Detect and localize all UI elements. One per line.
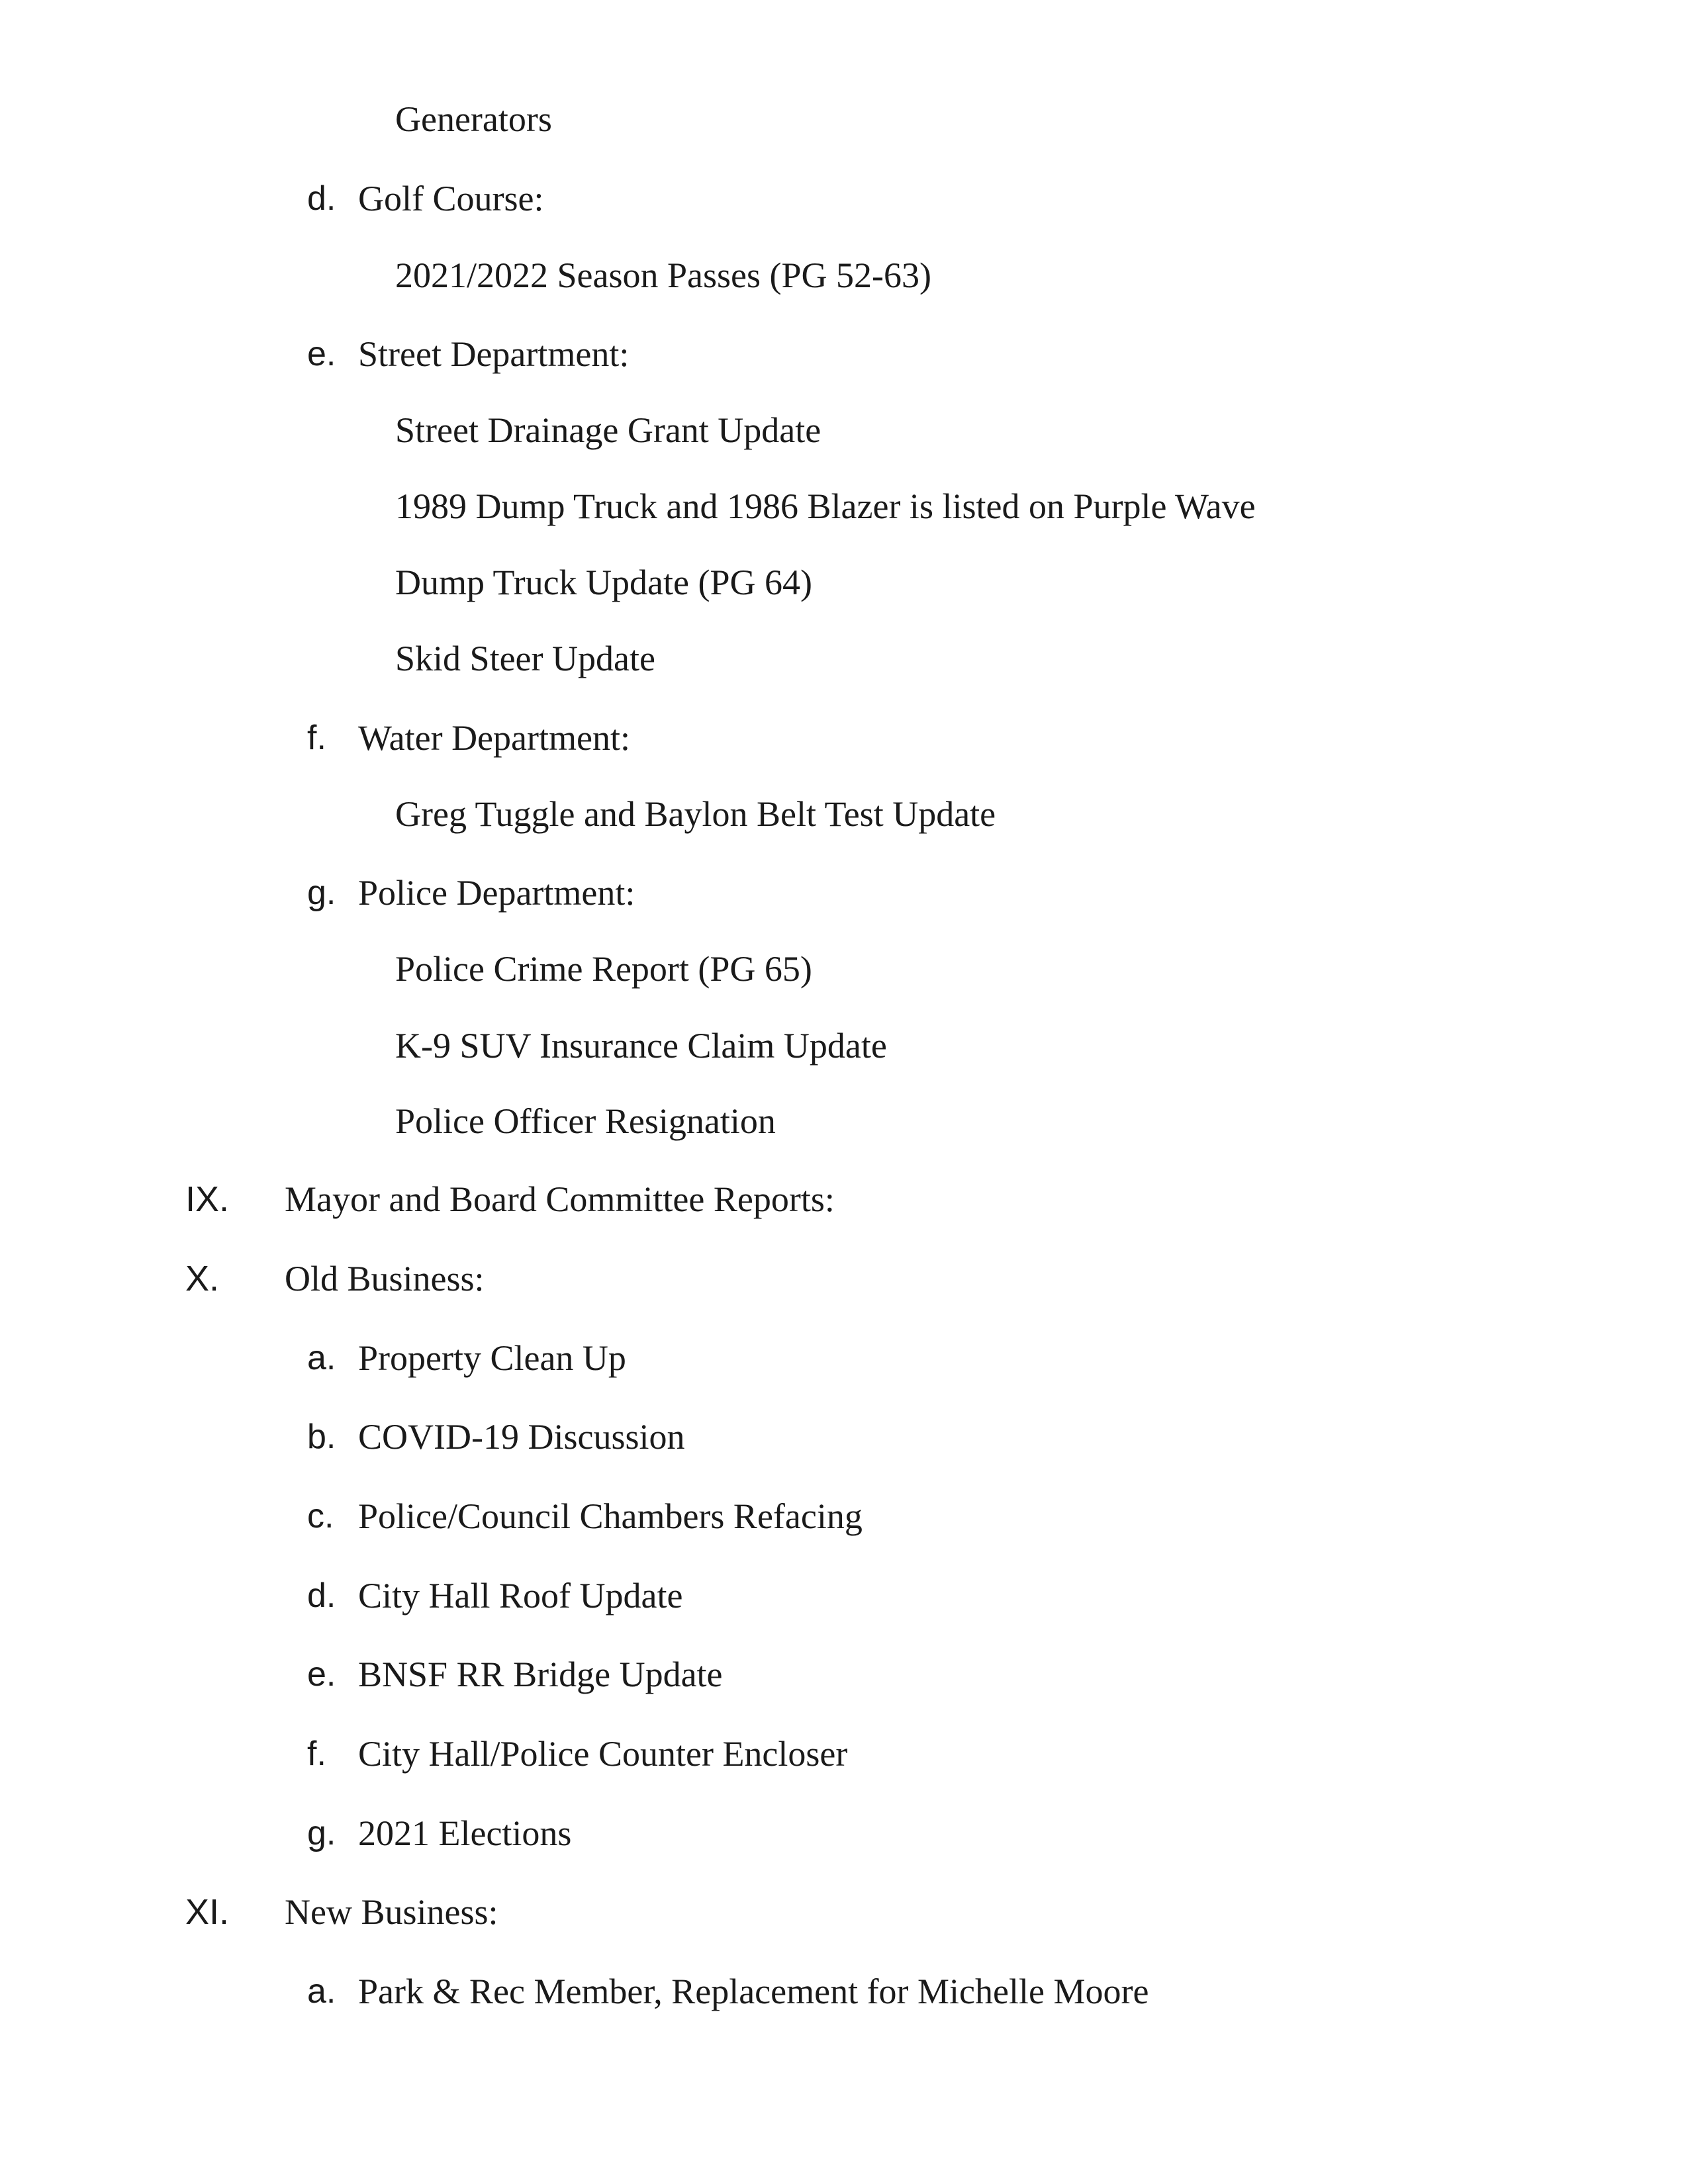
agenda-subitem: 2021/2022 Season Passes (PG 52-63)	[395, 255, 931, 295]
section-number: XI.	[185, 1892, 230, 1932]
agenda-item-chambers-refacing: Police/Council Chambers Refacing	[358, 1496, 863, 1536]
agenda-item-marker: a.	[307, 1972, 336, 2011]
agenda-subitem: Police Officer Resignation	[395, 1101, 776, 1141]
agenda-item-marker: f.	[307, 719, 326, 757]
agenda-item-street-department: Street Department:	[358, 334, 630, 374]
agenda-item-water-department: Water Department:	[358, 718, 630, 758]
section-number: IX.	[185, 1179, 230, 1219]
agenda-subitem: Skid Steer Update	[395, 639, 655, 678]
agenda-item-marker: c.	[307, 1497, 334, 1535]
agenda-item-counter-encloser: City Hall/Police Counter Encloser	[358, 1734, 848, 1774]
agenda-subitem: Generators	[395, 99, 552, 139]
agenda-item-marker: f.	[307, 1735, 326, 1773]
agenda-item-marker: b.	[307, 1418, 336, 1456]
agenda-item-property-clean-up: Property Clean Up	[358, 1338, 626, 1378]
agenda-item-marker: a.	[307, 1339, 336, 1377]
agenda-subitem: Street Drainage Grant Update	[395, 410, 821, 450]
section-number: X.	[185, 1259, 220, 1298]
agenda-item-marker: g.	[307, 1814, 336, 1852]
agenda-subitem: Greg Tuggle and Baylon Belt Test Update	[395, 794, 996, 834]
agenda-item-covid-discussion: COVID-19 Discussion	[358, 1417, 685, 1457]
agenda-subitem: K-9 SUV Insurance Claim Update	[395, 1026, 887, 1066]
agenda-item-marker: e.	[307, 335, 336, 373]
agenda-item-city-hall-roof: City Hall Roof Update	[358, 1576, 683, 1615]
agenda-item-marker: d.	[307, 1576, 336, 1615]
agenda-item-2021-elections: 2021 Elections	[358, 1813, 572, 1853]
agenda-subitem: 1989 Dump Truck and 1986 Blazer is listed on Purple Wave	[395, 486, 1256, 526]
agenda-item-marker: d.	[307, 179, 336, 218]
section-title-old-business: Old Business:	[285, 1259, 485, 1298]
agenda-item-golf-course: Golf Course:	[358, 179, 544, 218]
section-title-new-business: New Business:	[285, 1892, 498, 1932]
agenda-item-marker: g.	[307, 874, 336, 912]
section-title-mayor-board-reports: Mayor and Board Committee Reports:	[285, 1179, 835, 1219]
agenda-subitem: Dump Truck Update (PG 64)	[395, 563, 812, 602]
agenda-subitem: Police Crime Report (PG 65)	[395, 949, 812, 989]
agenda-item-park-rec-member: Park & Rec Member, Replacement for Michelle Moore	[358, 1972, 1149, 2011]
agenda-item-bnsf-bridge: BNSF RR Bridge Update	[358, 1655, 723, 1694]
agenda-item-marker: e.	[307, 1655, 336, 1694]
agenda-item-police-department: Police Department:	[358, 873, 635, 913]
